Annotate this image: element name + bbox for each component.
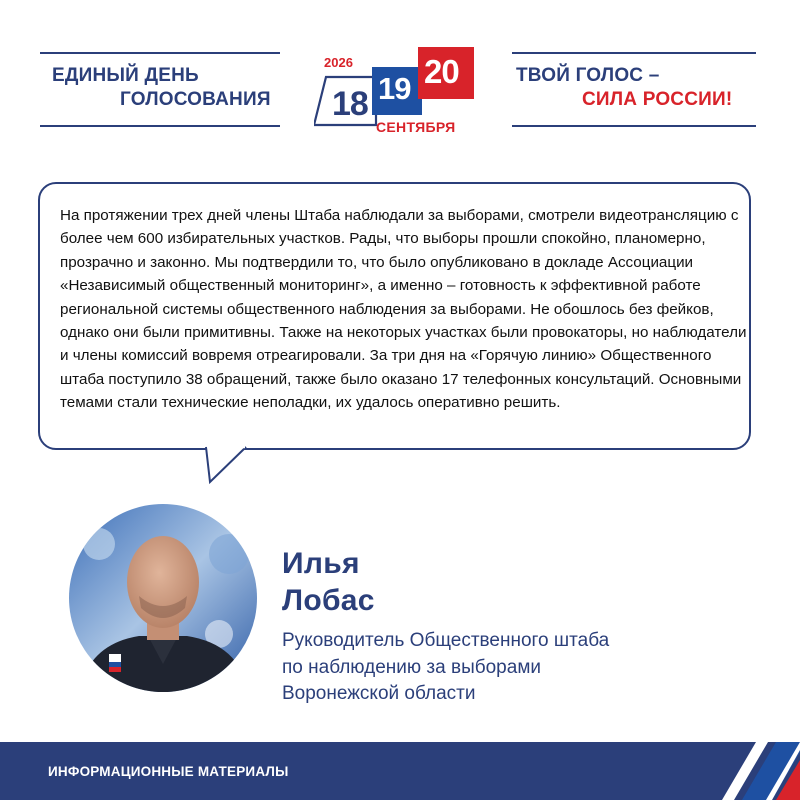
logo-day-20: 20 [424, 53, 459, 90]
quote-bubble-tail [196, 446, 256, 484]
person-role [282, 628, 702, 708]
header-right-rule-bottom [512, 125, 756, 127]
header-left-line1: ЕДИНЫЙ ДЕНЬ [52, 65, 199, 86]
quote-text: На протяжении трех дней члены Штаба наблюдали за выборами, смотрели видеотрансляцию с более чем 600 избирательных участков. Рады, что выборы прошли спокойно, планомерно, прозрачно и законно. Мы подтвердили то, что было опубликовано в докладе Ассоциации «Независимый общественный мониторинг», а именно – готовность к эффективной работе региональной системы общественного наблюдения за выборами. Не обошлось без фейков, однако они были примитивны. Также на некоторых участках были провокаторы, но наблюдатели и члены комиссий вовремя отреагировали. За три дня на «Горячую линию» Общественного штаба поступило 38 обращений, также было оказано 17 телефонных консультаций. Основными темами стали технические неполадки, их удалось оперативно решить. [60, 207, 747, 412]
person-photo [69, 504, 257, 692]
footer-label: ИНФОРМАЦИОННЫЕ МАТЕРИАЛЫ [48, 764, 289, 779]
person-first-name: Илья [282, 547, 360, 580]
logo-day-19: 19 [378, 71, 411, 106]
person-role-line3: Воронежской области [282, 683, 476, 704]
logo-year: 2026 [324, 55, 353, 70]
person-last-name: Лобас [282, 584, 375, 617]
person-role-line2: по наблюдению за выборами [282, 656, 541, 678]
election-date-logo [314, 47, 482, 139]
logo-month: СЕНТЯБРЯ [376, 119, 456, 135]
header-right-line1: ТВОЙ ГОЛОС – [516, 65, 660, 86]
header-left-rule-bottom [40, 125, 280, 127]
header-right-rule-top [512, 52, 756, 54]
person-name [282, 545, 375, 619]
logo-day-18: 18 [332, 85, 368, 123]
header-right-line2: СИЛА РОССИИ! [582, 89, 733, 110]
person-role-line1: Руководитель Общественного штаба [282, 630, 610, 651]
header-left-line2: ГОЛОСОВАНИЯ [120, 89, 271, 110]
header-left-rule-top [40, 52, 280, 54]
person-photo-illustration [69, 504, 257, 692]
